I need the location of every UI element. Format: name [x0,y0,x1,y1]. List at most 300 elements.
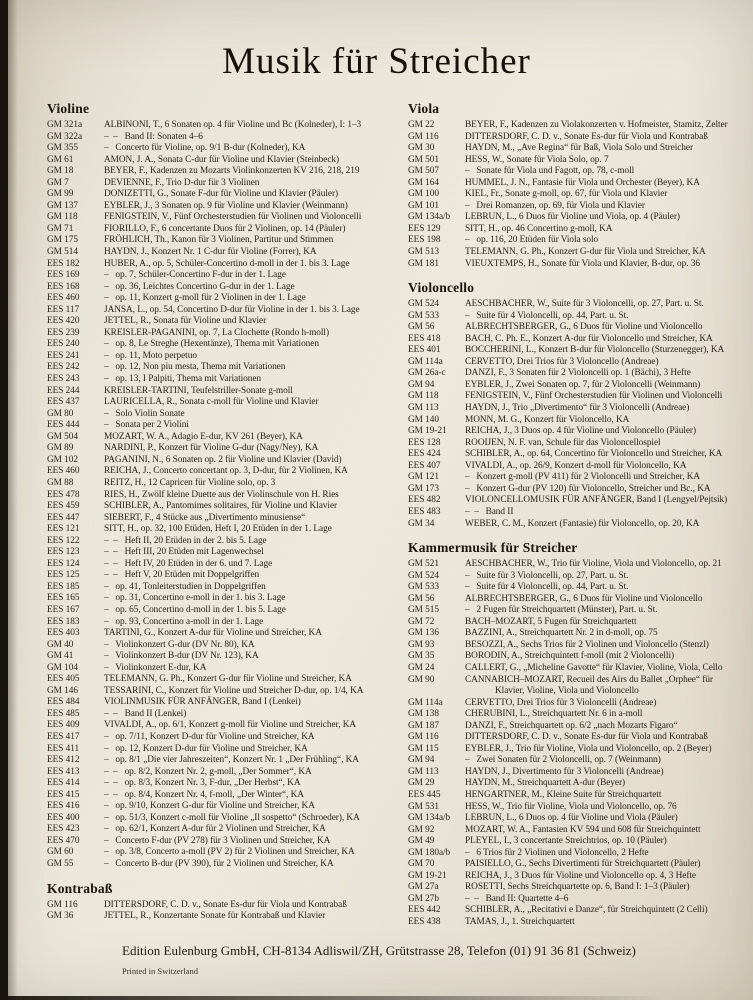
entry-text: – Violinkonzert E-dur, KA [104,662,207,673]
entry-text: JANSA, L., op. 54, Concertino D-dur für Violine in der 1. bis 3. Lage [104,304,360,315]
entry-text: PLEYEL, I., 3 concertante Streichtrios, op. 10 (Päuler) [465,836,667,847]
entry-text: FRÖHLICH, Th., Kanon für 3 Violinen, Partitur und Stimmen [104,235,334,246]
entry-text: – Suite für 4 Violoncelli, op. 44, Part. u. St. [465,310,629,321]
catalog-number: GM 533 [408,582,439,593]
catalog-number: GM 7 [47,177,69,188]
catalog-number: GM 40 [47,639,74,650]
entry-text: – – Band II: Sonaten 4–6 [104,131,203,142]
catalog-row [47,132,386,144]
entry-text: REICHA, J., Concerto concertant op. 3, D-dur, für 2 Violinen, KA [104,466,348,477]
catalog-number: EES 128 [408,437,441,448]
entry-text: REITZ, H., 12 Capricen für Violine solo, op. 3 [104,477,276,488]
catalog-row [47,801,386,813]
entry-text: – op. 65, Concertino d-moll in der 1. bis 5. Lage [104,604,286,615]
catalog-number: GM 70 [408,859,435,870]
catalog-number: GM 116 [47,899,78,910]
catalog-number: EES 168 [47,281,80,292]
entry-text: VIVALDI, A., op. 26/9, Konzert d-moll für Violoncello, KA [465,460,687,471]
catalog-number: GM 187 [408,720,439,731]
entry-text: BACH, C. Ph. E., Konzert A-dur für Violoncello und Streicher, KA [465,333,713,344]
catalog-row [408,882,747,894]
catalog-row [408,120,747,132]
page-bottom-edge [0,996,753,1000]
catalog-number: GM 18 [47,166,74,177]
catalog-row [47,386,386,398]
catalog-row [408,686,747,698]
entry-text: MOZART, W. A., Adagio E-dur, KV 261 (Beyer), KA [104,431,303,442]
catalog-number: GM 36 [47,911,74,922]
entry-text: SITT, H., op. 46 Concertino g-moll, KA [465,223,613,234]
catalog-row [408,825,747,837]
entry-text: Klavier, Violine, Viola und Violoncello [495,686,639,697]
catalog-row [47,397,386,409]
catalog-row [47,235,386,247]
entry-text: – Concerto F-dur (PV 278) für 3 Violinen und Streicher, KA [104,835,331,846]
entry-text: JETTEL, R., Konzertante Sonate für Kontrabaß und Klavier [104,911,326,922]
entry-text: EYBLER, J., Trio für Violine, Viola und Violoncello, op. 2 (Beyer) [465,743,712,754]
catalog-row [408,426,747,438]
entry-text: – op. 11, Konzert g-moll für 2 Violinen in der 1. Lage [104,293,306,304]
catalog-row [47,697,386,709]
catalog-row [408,247,747,259]
entry-text: DEVIENNE, F., Trio D-dur für 3 Violinen [104,177,260,188]
entry-text: – op. 62/1, Konzert A-dur für 2 Violinen und Streicher, KA [104,824,326,835]
entry-text: – Suite für 4 Violoncelli, op. 44, Part. u. St. [465,582,629,593]
catalog-row [47,270,386,282]
catalog-number: EES 185 [47,581,80,592]
catalog-row [408,755,747,767]
catalog-number: GM 88 [47,477,74,488]
catalog-row [47,755,386,767]
entry-text: REICHA, J., 3 Duos für Violine und Violoncello op. 4, 3 Hefte [465,870,696,881]
entry-text: AMON, J. A., Sonata C-dur für Violine und Klavier (Steinbeck) [104,154,340,165]
catalog-number: GM 35 [408,651,435,662]
entry-text: DONIZETTI, G., Sonate F-dur für Violine und Klavier (Päuler) [104,189,339,200]
catalog-number: EES 417 [47,731,80,742]
catalog-number: EES 198 [408,235,441,246]
entry-text: EYBLER, J., Zwei Sonaten op. 7, für 2 Violoncelli (Weinmann) [465,379,701,390]
catalog-number [408,686,465,698]
entry-text: TESSARINI, C., Konzert für Violine und Streicher D-dur, op. 1/4, KA [104,685,364,696]
catalog-number: GM 513 [408,247,439,258]
catalog-row [47,432,386,444]
entry-text: PAGANINI, N., 6 Sonaten op. 2 für Violine und Klavier (David) [104,454,342,465]
catalog-row [47,351,386,363]
catalog-number: GM 55 [47,859,74,869]
entry-text: – Konzert g-moll (PV 411) für 2 Violoncelli und Streicher, KA [465,472,701,483]
catalog-number: EES 242 [47,362,80,373]
catalog-row [47,767,386,779]
catalog-row [47,189,386,201]
entry-text: SCHIBLER, A., Pantomimes solitaires, für Violine und Klavier [104,501,338,512]
catalog-number: EES 424 [408,449,441,460]
catalog-row [408,357,747,369]
catalog-row [408,178,747,190]
entry-text: HAYDN, J., Divertimento für 3 Violoncelli (Andreae) [465,766,664,777]
entry-text: BOCCHERINI, L., Konzert B-dur für Violoncello (Sturzenegger), KA [465,345,725,356]
entry-text: REICHA, J., 3 Duos op. 4 für Violine und Violoncello (Päuler) [465,426,696,437]
catalog-number: EES 407 [408,460,441,471]
catalog-row [47,143,386,155]
catalog-number: GM 524 [408,299,439,310]
entry-text: – op. 12, Non piu mesta, Thema mit Variationen [104,362,286,373]
catalog-number: EES 413 [47,766,80,777]
catalog-row [47,224,386,236]
entry-list [47,120,386,871]
catalog-row [47,744,386,756]
catalog-row [408,813,747,825]
catalog-number: EES 401 [408,345,441,356]
catalog-number: GM 322a [47,131,83,142]
catalog-row [47,305,386,317]
catalog-row [408,438,747,450]
catalog-row [408,201,747,213]
catalog-number: EES 485 [47,708,80,719]
catalog-row [47,720,386,732]
catalog-number: GM 116 [408,131,439,142]
catalog-row [408,744,747,756]
catalog-number: EES 169 [47,270,80,281]
catalog-row [408,368,747,380]
entry-text: ROSETTI, Sechs Streichquartette op. 6, Band I: 1–3 (Päuler) [465,882,690,893]
catalog-number: EES 445 [408,789,441,800]
entry-text: – Sonata per 2 Violini [104,420,189,431]
catalog-number: GM 49 [408,836,435,847]
catalog-number: GM 60 [47,847,74,858]
catalog-row [408,155,747,167]
catalog-row [408,571,747,583]
catalog-row [408,224,747,236]
catalog-row [408,143,747,155]
catalog-row [408,334,747,346]
catalog-number: GM 504 [47,431,78,442]
catalog-row [408,651,747,663]
entry-text: BESOZZI, A., Sechs Trios für 2 Violinen und Violoncello (Stenzl) [465,639,709,650]
entry-text: – Suite für 3 Violoncelli, op. 27, Part. u. St. [465,570,629,581]
entry-text: VIVALDI, A., op. 6/1, Konzert g-moll für Violine und Streicher, KA [104,720,357,731]
entry-list [47,900,386,923]
catalog-row [47,490,386,502]
catalog-number: EES 182 [47,258,80,269]
catalog-row [408,628,747,640]
catalog-number: EES 442 [408,905,441,916]
catalog-row [408,345,747,357]
entry-text: – Drei Romanzen, op. 69, für Viola und Klavier [465,200,645,211]
catalog-row [408,698,747,710]
catalog-number: EES 411 [47,743,80,754]
catalog-number: GM 24 [408,662,435,673]
catalog-number: EES 478 [47,489,80,500]
catalog-number: GM 80 [47,408,74,419]
catalog-number: EES 244 [47,385,80,396]
catalog-row [47,536,386,548]
entry-text: HAYDN, M., Streichquartett A-dur (Beyer) [465,778,626,789]
entry-text: JETTEL, R., Sonata für Violine und Klavier [104,316,267,327]
catalog-row [408,790,747,802]
catalog-row [408,617,747,629]
catalog-number: GM 533 [408,310,439,321]
right-column [408,97,747,929]
catalog-number: GM 101 [408,200,439,211]
catalog-number: GM 89 [47,443,74,454]
entry-text: EYBLER, J., 3 Sonaten op. 9 für Violine und Klavier (Weinmann) [104,200,348,211]
entry-text: DITTERSDORF, C. D. v., Sonate Es-dur für Viola und Kontrabaß [104,899,347,910]
catalog-row [47,709,386,721]
entry-text: MOZART, W. A., Fantasien KV 594 und 608 für Streichquintett [465,824,701,835]
entry-text: HESS, W., Trio für Violine, Viola und Violoncello, op. 76 [465,801,677,812]
catalog-row [47,513,386,525]
catalog-number: GM 102 [47,454,78,465]
catalog-row [47,155,386,167]
entry-text: HAYDN, J., Trio „Divertimento“ für 3 Violoncelli (Andreae) [465,403,690,414]
catalog-number: GM 94 [408,755,435,766]
entry-text: HENGARTNER, M., Kleine Suite für Streichquartett [465,789,662,800]
catalog-number: GM 118 [408,391,439,402]
catalog-number: GM 99 [47,189,74,200]
catalog-row [47,501,386,513]
catalog-row [408,212,747,224]
entry-text: BACH–MOZART, 5 Fugen für Streichquartett [465,616,637,627]
catalog-number: GM 134a/b [408,212,451,223]
entry-text: CERVETTO, Drei Trios für 3 Violoncello (Andreae) [465,356,659,367]
publisher-line: Edition Eulenburg GmbH, CH-8134 Adliswil/ZH, Grütstrasse 28, Telefon (01) 91 36 81 (Schweiz) [122,943,636,958]
catalog-number: EES 125 [47,570,80,581]
entry-text: – op. 8, Le Streghe (Hexentänze), Thema mit Variationen [104,339,319,350]
entry-text: CERVETTO, Drei Trios für 3 Violoncelli (Andreae) [465,697,657,708]
catalog-number: GM 56 [408,593,435,604]
entry-list [408,299,747,530]
catalog-number: GM 61 [47,154,74,165]
catalog-number: GM 501 [408,154,439,165]
entry-text: TELEMANN, G. Ph., Konzert G-dur für Violine und Streicher, KA [104,674,352,685]
entry-text: AESCHBACHER, W., Trio für Violine, Viola und Violoncello, op. 21 [465,559,722,570]
entry-text: – op. 41, Tonleiterstudien in Doppelgriffen [104,581,266,592]
catalog-row [408,709,747,721]
catalog-row [408,675,747,687]
catalog-number: GM 27a [408,882,439,893]
printed-note: Printed in Switzerland [122,966,199,976]
catalog-number: EES 423 [47,824,80,835]
catalog-row [47,328,386,340]
section-title: Kontrabaß [47,880,113,896]
catalog-row [408,299,747,311]
catalog-number: EES 165 [47,593,80,604]
catalog-number: EES 124 [47,558,80,569]
catalog-row [47,178,386,190]
catalog-number: EES 409 [47,720,80,731]
catalog-number: GM 29 [408,778,435,789]
catalog-number: EES 444 [47,420,80,431]
entry-list [408,559,747,929]
entry-text: DANZI, F., 3 Sonaten für 2 Violoncelli op. 1 (Bächi), 3 Hefte [465,368,691,379]
entry-text: – – Band II [465,506,514,517]
catalog-number: EES 414 [47,778,80,789]
entry-text: – op. 11, Moto perpetuo [104,350,197,361]
catalog-number: GM 41 [47,651,74,662]
catalog-number: EES 470 [47,835,80,846]
entry-text: TELEMANN, G. Ph., Konzert G-dur für Viola und Streicher, KA [465,247,706,258]
catalog-number: GM 180a/b [408,847,451,858]
catalog-row [408,259,747,271]
catalog-number: EES 405 [47,674,80,685]
entry-text: – – op. 8/2, Konzert Nr. 2, g-moll, „Der Sommer“, KA [104,766,312,777]
entry-text: – 6 Trios für 2 Violinen und Violoncello, 2 Hefte [465,847,649,858]
catalog-row [47,201,386,213]
entry-text: MONN, M. G., Konzert für Violoncello, KA [465,414,630,425]
catalog-number: GM 72 [408,616,435,627]
catalog-row [47,732,386,744]
catalog-row [408,235,747,247]
entry-text: KIEL, Fr., Sonate g-moll, op. 67, für Viola und Klavier [465,189,668,200]
catalog-number: GM 71 [47,223,74,234]
entry-text: – op. 116, 20 Etüden für Viola solo [465,235,599,246]
entry-text: BAZZINI, A., Streichquartett Nr. 2 in d-moll, op. 75 [465,628,658,639]
entry-text: – op. 7, Schüler-Concertino F-dur in der 1. Lage [104,270,286,281]
entry-text: – Sonate für Viola und Fagott, op. 78, c-moll [465,166,635,177]
catalog-number: GM 30 [408,143,435,154]
catalog-row [47,628,386,640]
catalog-columns [0,93,753,929]
entry-text: HAYDN, M., „Ave Regina“ für Baß, Viola Solo und Streicher [465,143,694,154]
catalog-row [47,859,386,871]
entry-text: – – Heft II, 20 Etüden in der 2. bis 5. Lage [104,535,267,546]
catalog-number: GM 136 [408,628,439,639]
catalog-number: EES 243 [47,374,80,385]
catalog-number: GM 121 [408,472,439,483]
catalog-row [408,848,747,860]
catalog-number: GM 26a-c [408,368,446,379]
entry-text: AESCHBACHER, W., Suite für 3 Violoncelli, op. 27, Part. u. St. [465,299,704,310]
entry-text: – op. 13, I Palpiti, Thema mit Variationen [104,374,262,385]
entry-text: – – Heft V, 20 Etüden mit Doppelgriffen [104,570,260,581]
section-title: Kammermusik für Streicher [408,540,578,556]
catalog-number: GM 19-21 [408,870,447,881]
catalog-row [47,559,386,571]
catalog-number: EES 121 [47,524,80,535]
catalog-number: GM 181 [408,258,439,269]
catalog-number: EES 418 [408,333,441,344]
catalog-row [408,732,747,744]
catalog-number: EES 420 [47,316,80,327]
catalog-number: GM 531 [408,801,439,812]
entry-text: – Violinkonzert G-dur (DV Nr. 80), KA [104,639,255,650]
entry-text: – op. 12, Konzert D-dur für Violine und Streicher, KA [104,743,308,754]
catalog-row [408,917,747,929]
catalog-row [408,484,747,496]
catalog-number: EES 460 [47,466,80,477]
catalog-number: EES 240 [47,339,80,350]
catalog-row [47,409,386,421]
entry-text: FIORILLO, F., 6 concertante Duos für 2 Violinen, op. 14 (Päuler) [104,223,346,234]
catalog-number: GM 140 [408,414,439,425]
entry-text: DITTERSDORF, C. D. v., Sonate Es-dur für Viola und Kontrabaß [465,732,708,743]
entry-text: SCHIBLER, A., „Recitativi e Danze“, für Streichquintett (2 Celli) [465,905,708,916]
catalog-row [47,420,386,432]
catalog-number: EES 412 [47,755,80,766]
entry-text: KREISLER-TARTINI, Teufelstriller-Sonate g-moll [104,385,293,396]
catalog-number: GM 19-21 [408,426,447,437]
catalog-row [408,905,747,917]
catalog-row [408,836,747,848]
catalog-number: GM 94 [408,379,435,390]
catalog-number: GM 515 [408,605,439,616]
catalog-number: GM 524 [408,570,439,581]
catalog-row [408,802,747,814]
catalog-number: GM 34 [408,518,435,529]
catalog-row [47,293,386,305]
catalog-number: EES 122 [47,535,80,546]
catalog-number: GM 138 [408,709,439,720]
catalog-number: GM 92 [408,824,435,835]
catalog-number: GM 93 [408,639,435,650]
catalog-number: GM 175 [47,235,78,246]
entry-text: KREISLER-PAGANINI, op. 7, La Clochette (Rondo h-moll) [104,327,330,338]
entry-text: – Concerto für Violine, op. 9/1 B-dur (Kolneder), KA [104,143,306,154]
catalog-row [47,547,386,559]
entry-text: ALBRECHTSBERGER, G., 6 Duos für Violine und Violoncello [465,322,703,333]
entry-text: CANNABICH–MOZART, Recueil des Airs du Ballet „Orphee“ für [465,674,713,685]
entry-text: VIOLINMUSIK FÜR ANFÄNGER, Band I (Lenkei) [104,697,301,708]
catalog-number: EES 484 [47,697,80,708]
entry-text: SITT, H., op. 32, 100 Etüden, Heft I, 20 Etüden in der 1. Lage [104,524,332,535]
entry-text: LEBRUN, L., 6 Duos für Violine und Viola, op. 4 (Päuler) [465,212,680,223]
catalog-number: GM 100 [408,189,439,200]
catalog-number: GM 521 [408,559,439,570]
entry-text: HUMMEL, J. N., Fantasie für Viola und Orchester (Beyer), KA [465,177,700,188]
entry-text: VIOLONCELLOMUSIK FÜR ANFÄNGER, Band I (Lengyel/Pejtsik) [465,495,728,506]
catalog-number: EES 400 [47,812,80,823]
catalog-row [47,847,386,859]
catalog-row [408,132,747,144]
catalog-number: EES 241 [47,350,80,361]
catalog-row [408,403,747,415]
catalog-number: GM 507 [408,166,439,177]
catalog-number: GM 134a/b [408,813,451,824]
entry-text: – op. 31, Concertino e-moll in der 1. bis 3. Lage [104,593,286,604]
catalog-number: GM 355 [47,143,78,154]
entry-text: PAISIELLO, G., Sechs Divertimenti für Streichquartett (Päuler) [465,859,701,870]
entry-text: HUBER, A., op. 5, Schüler-Concertino d-moll in der 1. bis 3. Lage [104,258,350,269]
catalog-row [408,859,747,871]
catalog-row [47,570,386,582]
entry-text: TAMAS, J., 1. Streichquartett [465,917,575,927]
catalog-row [408,166,747,178]
entry-text: RIES, H., Zwölf kleine Duette aus der Violinschule von H. Ries [104,489,339,500]
entry-text: HESS, W., Sonate für Viola Solo, op. 7 [465,154,609,165]
catalog-row [408,495,747,507]
catalog-row [47,686,386,698]
entry-text: BORODIN, A., Streichquintett f-moll (mit 2 Violoncelli) [465,651,675,662]
section-title: Violoncello [408,280,475,296]
catalog-number: EES 183 [47,616,80,627]
catalog-row [47,339,386,351]
catalog-row [408,311,747,323]
entry-text: – – Band II: Quartette 4–6 [465,893,569,904]
catalog-number: GM 104 [47,662,78,673]
catalog-number: GM 137 [47,200,78,211]
catalog-number: GM 113 [408,403,439,414]
catalog-row [47,836,386,848]
catalog-number: GM 113 [408,766,439,777]
page-title: Musik für Streicher [222,41,531,82]
catalog-number: EES 239 [47,327,80,338]
catalog-row [408,322,747,334]
catalog-number: EES 167 [47,604,80,615]
catalog-row [408,391,747,403]
entry-text: – Violinkonzert B-dur (DV Nr. 123), KA [104,651,259,662]
entry-list [408,120,747,270]
entry-text: – Zwei Sonaten für 2 Violoncelli, op. 7 (Weinmann) [465,755,661,766]
